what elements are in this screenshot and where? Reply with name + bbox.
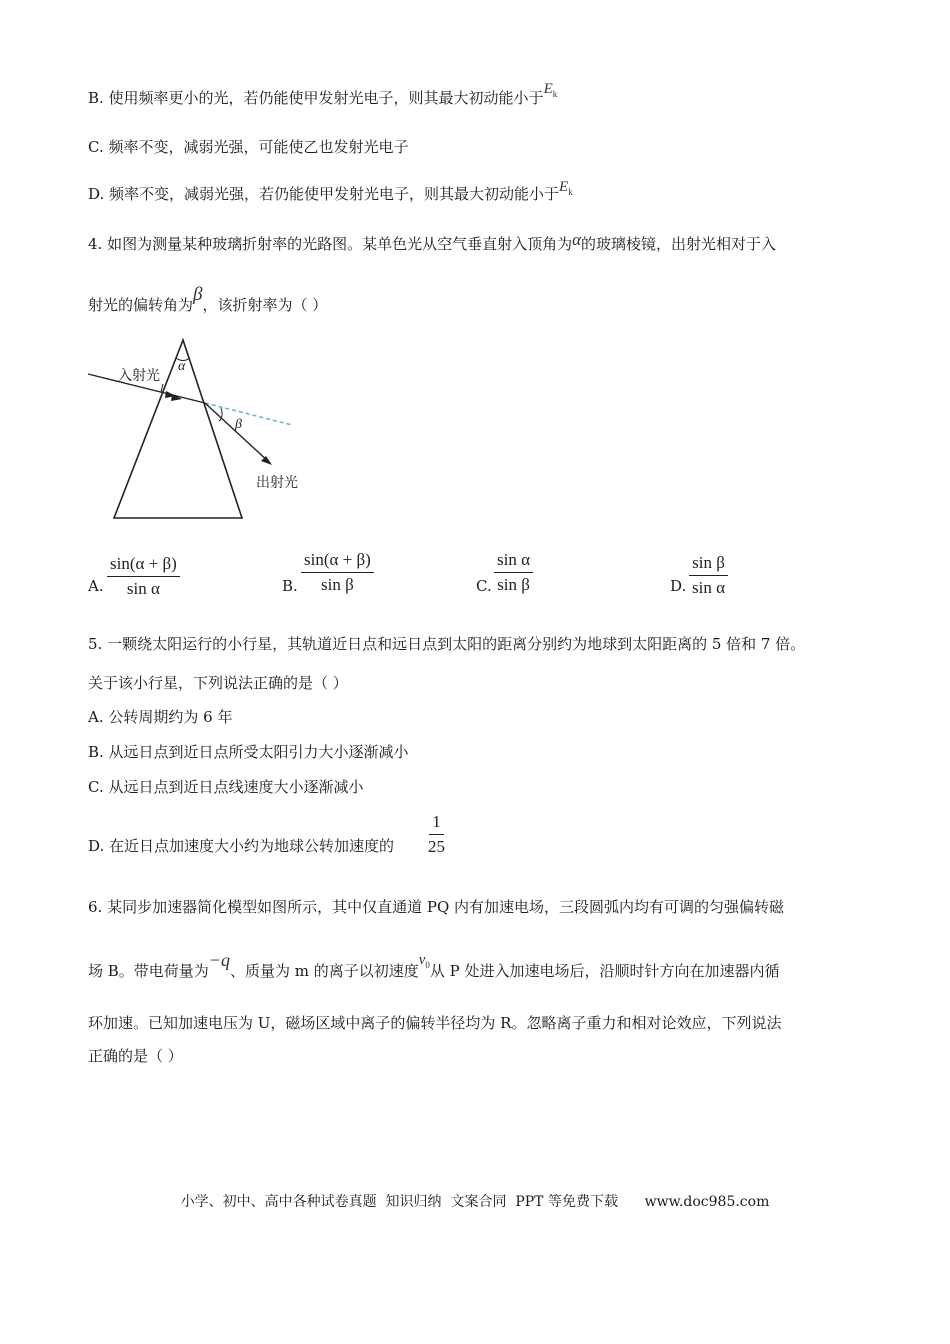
footer-download-banner: 小学、初中、高中各种试卷真题 知识归纳 文案合同 PPT 等免费下载 www.doc985.com — [180, 1194, 770, 1210]
beta-label: β — [235, 417, 242, 432]
q6-stem-line3: 环加速。已知加速电压为 U，磁场区域中离子的偏转半径均为 R。忽略离子重力和相对论效应，下列说法 — [88, 1014, 782, 1032]
q4-option-b-fraction: $\frac{\sin(\alpha + \beta)}{\text{sin β}}$ — [301, 550, 374, 595]
q4-option-d-label: D. — [670, 577, 687, 595]
q4-stem-line1: 4. 如图为测量某种玻璃折射率的光路图。某单色光从空气垂直射入顶角为α的玻璃棱镜，出射光相对于入 — [88, 230, 777, 253]
alpha-label: α — [178, 359, 186, 374]
incident-light-label: 入射光 — [118, 368, 160, 384]
q4-stem-line2: 射光的偏转角为β，该折射率为（ ） — [88, 284, 328, 314]
q4-option-c-fraction: $\frac{\text{sin α}}{\text{sin β}}$ — [494, 550, 533, 595]
v0-symbol: $v_0$ — [418, 952, 430, 970]
charge-symbol: −q — [208, 950, 230, 970]
alpha-symbol: α — [572, 230, 582, 249]
q5-option-a: A. 公转周期约为 6 年 — [88, 708, 233, 726]
exit-ray — [205, 403, 270, 463]
q3-option-c: C. 频率不变，减弱光强，可能使乙也发射光电子 — [88, 138, 409, 156]
ek-symbol: $E_k$ — [559, 179, 573, 197]
q6-stem-line2: 场 B。带电荷量为−q、质量为 m 的离子以初速度$v_0$从 P 处进入加速电场后，沿顺时针方向在加速器内循 — [88, 950, 780, 980]
q3-option-d: D. 频率不变，减弱光强，若仍能使甲发射光电子，则其最大初动能小于$E_k$ — [88, 179, 573, 203]
q6-stem-line4: 正确的是（ ） — [88, 1047, 183, 1065]
q5-stem-line2: 关于该小行星，下列说法正确的是（ ） — [88, 674, 348, 692]
q4-option-c-label: C. — [476, 577, 492, 595]
prism-figure — [80, 330, 320, 530]
dashed-extension — [205, 403, 292, 425]
q5-option-d-fraction: $\frac{1}{25}$ — [428, 812, 445, 856]
q4-option-a-label: A. — [88, 577, 104, 595]
q4-option-d-fraction: $\frac{\text{sin β}}{\text{sin α}}$ — [689, 553, 728, 598]
q4-option-a-fraction: $\frac{\sin(\alpha + \beta)}{\text{sin α}}$ — [107, 554, 180, 599]
q5-option-d: D. 在近日点加速度大小约为地球公转加速度的 — [88, 837, 395, 855]
q3-option-b: B. 使用频率更小的光，若仍能使甲发射光电子，则其最大初动能小于$E_k$ — [88, 81, 558, 107]
q5-option-b: B. 从远日点到近日点所受太阳引力大小逐渐减小 — [88, 743, 409, 761]
q4-option-b-label: B. — [282, 577, 298, 595]
ek-symbol: $E_k$ — [543, 81, 558, 99]
q5-stem-line1: 5. 一颗绕太阳运行的小行星，其轨道近日点和远日点到太阳的距离分别约为地球到太阳距离的 5 倍和 7 倍。 — [88, 635, 806, 653]
beta-symbol: β — [193, 284, 203, 305]
exit-arrow — [261, 456, 272, 465]
q6-stem-line1: 6. 某同步加速器简化模型如图所示，其中仅直通道 PQ 内有加速电场，三段圆弧内均有可调的匀强偏转磁 — [88, 898, 785, 916]
exit-light-label: 出射光 — [256, 475, 298, 491]
q5-option-c: C. 从远日点到近日点线速度大小逐渐减小 — [88, 778, 364, 796]
